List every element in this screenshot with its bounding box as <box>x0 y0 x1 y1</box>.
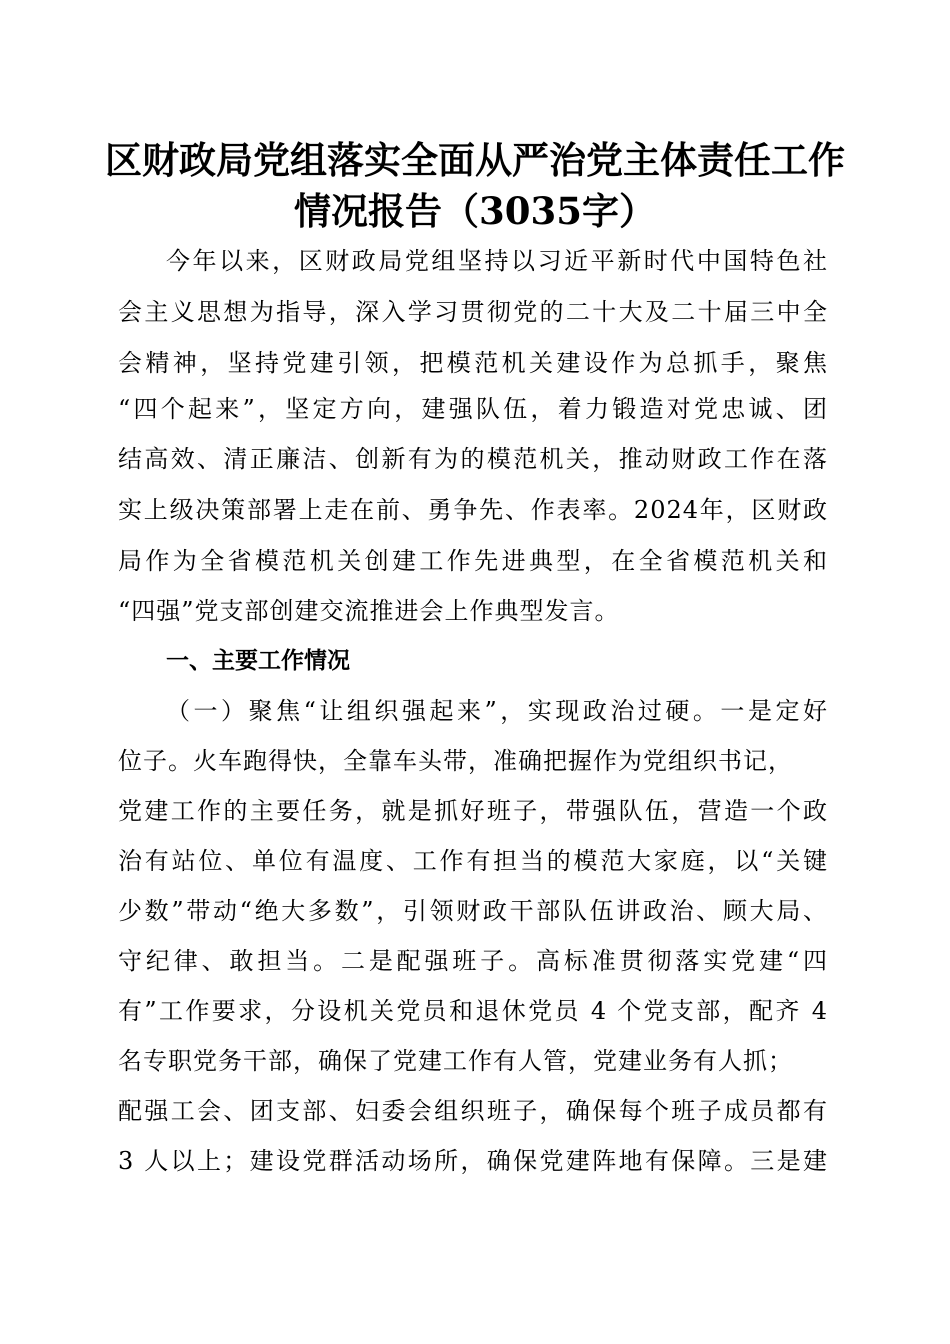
body-paragraph-line: 守纪律、敢担当。二是配强班子。高标准贯彻落实党建“四 <box>118 947 828 975</box>
body-paragraph-line: 党建工作的主要任务，就是抓好班子，带强队伍，营造一个政 <box>118 797 828 825</box>
body-paragraph-line: 少数”带动“绝大多数”，引领财政干部队伍讲政治、顾大局、 <box>118 897 828 925</box>
intro-paragraph-line: 今年以来，区财政局党组坚持以习近平新时代中国特色社 <box>166 247 828 275</box>
document-title-line-1: 区财政局党组落实全面从严治党主体责任工作 <box>105 138 845 182</box>
body-paragraph-line: 位子。火车跑得快，全靠车头带，准确把握作为党组织书记， <box>118 747 793 775</box>
body-paragraph-line: （一）聚焦“让组织强起来”，实现政治过硬。一是定好 <box>166 697 828 725</box>
body-paragraph-line: 名专职党务干部，确保了党建工作有人管，党建业务有人抓； <box>118 1047 793 1075</box>
intro-paragraph-line: 会主义思想为指导，深入学习贯彻党的二十大及二十届三中全 <box>118 298 828 326</box>
intro-paragraph-line: 实上级决策部署上走在前、勇争先、作表率。2024年，区财政 <box>118 496 828 524</box>
intro-paragraph-line: “四个起来”，坚定方向，建强队伍，着力锻造对党忠诚、团 <box>118 395 828 423</box>
intro-paragraph-line: 局作为全省模范机关创建工作先进典型，在全省模范机关和 <box>118 547 828 575</box>
intro-paragraph-line: 结高效、清正廉洁、创新有为的模范机关，推动财政工作在落 <box>118 445 828 473</box>
intro-paragraph-line: 会精神，坚持党建引领，把模范机关建设作为总抓手，聚焦 <box>118 349 828 377</box>
document-title-line-2: 情况报告（3035字） <box>294 189 656 233</box>
body-paragraph-line: 3 人以上；建设党群活动场所，确保党建阵地有保障。三是建 <box>118 1147 828 1175</box>
body-paragraph-line: 配强工会、团支部、妇委会组织班子，确保每个班子成员都有 <box>118 1097 828 1125</box>
body-paragraph-line: 有”工作要求，分设机关党员和退休党员 4 个党支部，配齐 4 <box>118 997 828 1025</box>
section-heading: 一、主要工作情况 <box>166 648 350 674</box>
intro-paragraph-line: “四强”党支部创建交流推进会上作典型发言。 <box>118 597 620 625</box>
body-paragraph-line: 治有站位、单位有温度、工作有担当的模范大家庭，以“关键 <box>118 847 828 875</box>
